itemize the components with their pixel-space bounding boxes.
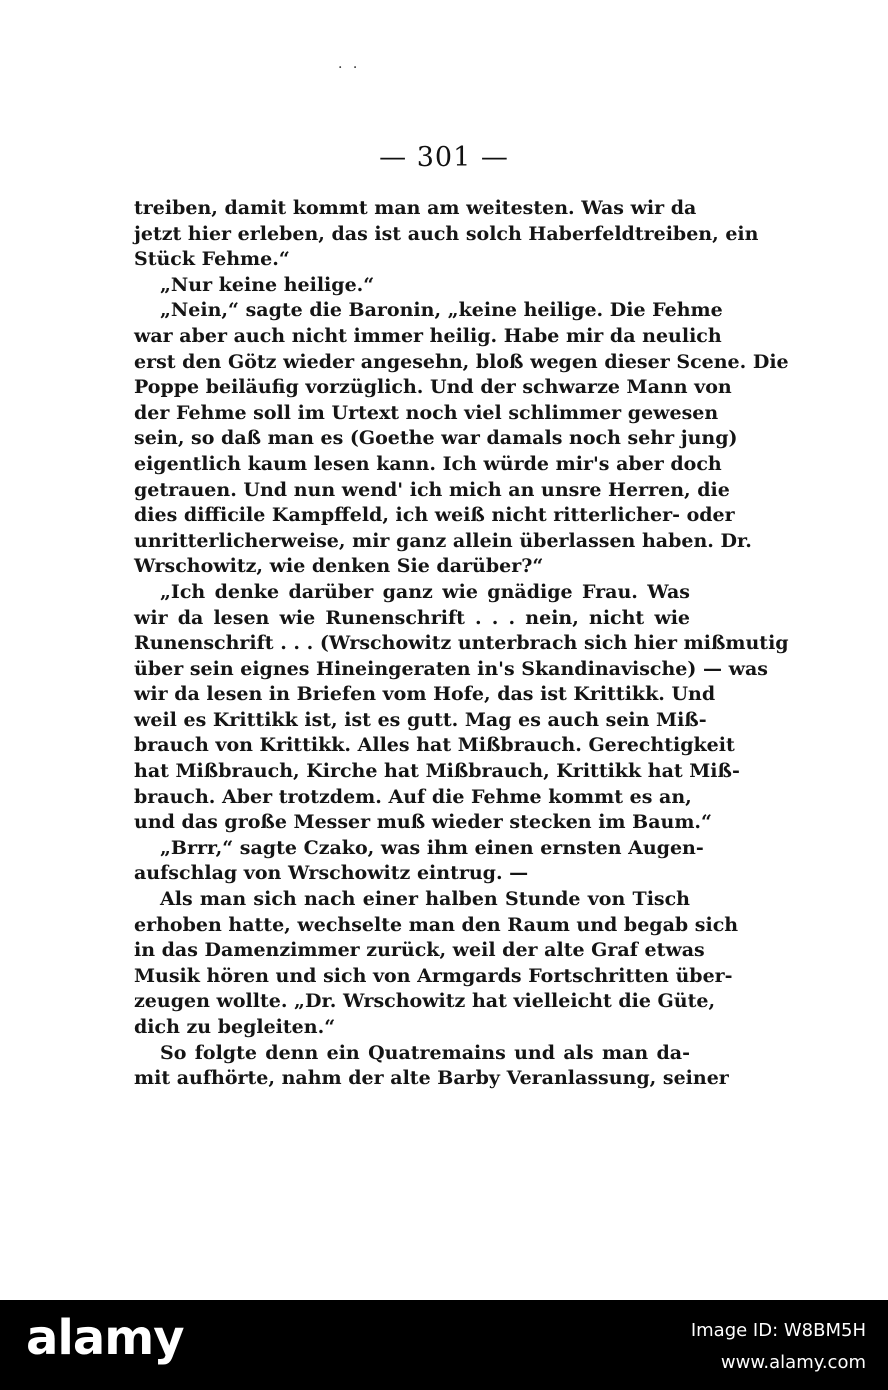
- text-line: sein, so daß man es (Goethe war damals noch sehr jung): [134, 427, 738, 450]
- watermark-footer: [0, 1300, 888, 1390]
- text-line: in das Damenzimmer zurück, weil der alte Graf etwas: [134, 939, 705, 962]
- text-line: und das große Messer muß wieder stecken im Baum.“: [134, 811, 712, 834]
- text-line: jetzt hier erleben, das ist auch solch Haberfeldtreiben, ein: [134, 222, 759, 245]
- text-line: getrauen. Und nun wend' ich mich an unsre Herren, die: [134, 478, 730, 501]
- text-line: Stück Fehme.“: [134, 248, 290, 271]
- text-line: „Nur keine heilige.“: [160, 273, 375, 296]
- text-line: wir da lesen in Briefen vom Hofe, das ist Krittikk. Und: [134, 683, 716, 706]
- text-line: eigentlich kaum lesen kann. Ich würde mir's aber doch: [134, 452, 722, 475]
- text-line: unritterlicherweise, mir ganz allein überlassen haben. Dr.: [134, 529, 752, 552]
- text-line: hat Mißbrauch, Kirche hat Mißbrauch, Krittikk hat Miß-: [134, 760, 740, 783]
- text-line: treiben, damit kommt man am weitesten. Was wir da: [134, 197, 697, 219]
- text-line: zeugen wollte. „Dr. Wrschowitz hat vielleicht die Güte,: [134, 990, 716, 1013]
- text-line: Runenschrift . . . (Wrschowitz unterbrach sich hier mißmutig: [134, 632, 789, 655]
- image-id: Image ID: W8BM5H: [690, 1320, 866, 1341]
- text-line: erst den Götz wieder angesehn, bloß wegen dieser Scene. Die: [134, 350, 789, 373]
- page-number: — 301 —: [379, 142, 509, 173]
- text-line: Musik hören und sich von Armgards Fortschritten über-: [134, 964, 733, 987]
- text-line: „Brrr,“ sagte Czako, was ihm einen ernsten Augen-: [160, 836, 704, 859]
- footer-url: www.alamy.com: [720, 1352, 866, 1373]
- text-line: war aber auch nicht immer heilig. Habe mir da neulich: [134, 324, 722, 347]
- text-line: dich zu begleiten.“: [134, 1016, 336, 1038]
- text-line: brauch. Aber trotzdem. Auf die Fehme kommt es an,: [134, 785, 692, 808]
- alamy-logo: alamy: [26, 1310, 184, 1366]
- text-line: der Fehme soll im Urtext noch viel schlimmer gewesen: [134, 401, 719, 424]
- body-text: [134, 196, 789, 1092]
- text-line: über sein eignes Hineingeraten in's Skandinavische) — was: [134, 657, 768, 680]
- text-line: So folgte denn ein Quatremains und als man da-: [160, 1041, 690, 1064]
- text-line: mit aufhörte, nahm der alte Barby Veranlassung, seiner: [134, 1067, 729, 1090]
- text-line: Wrschowitz, wie denken Sie darüber?“: [134, 555, 544, 578]
- text-line: aufschlag von Wrschowitz eintrug. —: [134, 862, 529, 885]
- text-line: dies difficile Kampffeld, ich weiß nicht ritterlicher- oder: [134, 504, 735, 527]
- text-line: „Nein,“ sagte die Baronin, „keine heilige. Die Fehme: [160, 299, 723, 322]
- text-line: „Ich denke darüber ganz wie gnädige Frau. Was: [160, 580, 690, 603]
- print-specks: · ·: [338, 60, 361, 76]
- text-line: Als man sich nach einer halben Stunde von Tisch: [160, 888, 690, 911]
- text-line: wir da lesen wie Runenschrift . . . nein, nicht wie: [134, 606, 690, 629]
- text-line: Poppe beiläufig vorzüglich. Und der schwarze Mann von: [134, 376, 732, 399]
- text-line: brauch von Krittikk. Alles hat Mißbrauch. Gerechtigkeit: [134, 734, 735, 757]
- text-line: erhoben hatte, wechselte man den Raum und begab sich: [134, 913, 739, 936]
- text-line: weil es Krittikk ist, ist es gutt. Mag es auch sein Miß-: [134, 708, 707, 731]
